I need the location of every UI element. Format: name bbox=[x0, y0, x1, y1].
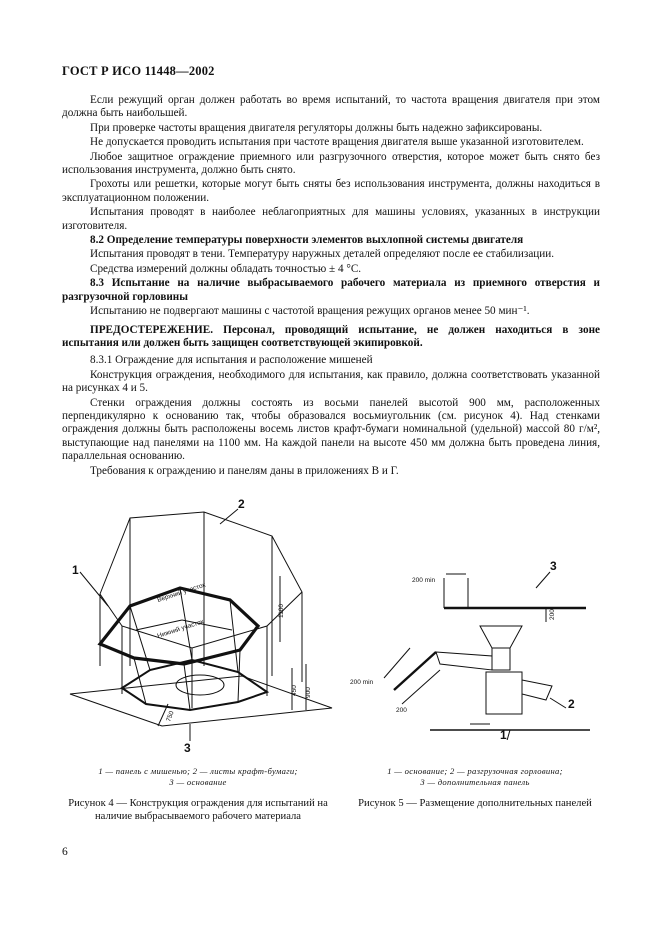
callout-1: 1 bbox=[500, 728, 507, 740]
figure-5-caption: Рисунок 5 — Размещение дополнительных панелей bbox=[358, 798, 592, 809]
dimension-750: 750 bbox=[165, 710, 176, 723]
document-body bbox=[62, 94, 600, 479]
legend-line: 3 — дополнительная панель bbox=[420, 777, 530, 787]
discharge-spout bbox=[522, 680, 552, 700]
paragraph: Грохоты или решетки, которые могут быть сняты без использования инструмента, должны находиться в эксплуатационном положении. bbox=[62, 178, 600, 204]
callout-1: 1 bbox=[72, 563, 79, 577]
paragraph: Стенки ограждения должны состоять из восьми панелей высотой 900 мм, расположенных перпендикулярно к основанию так, чтобы образовался восьмиугольник (см. рисунок 4). Над стенками ограждения должны быть расположены восемь листов крафт-бумаги номинальной (удельной) массой 80 г/м², выступающие над панелями на 1100 мм. На каждой панели на высоте 450 мм должна быть проведена линия, параллельная основанию. bbox=[62, 396, 600, 463]
dimension-200-right: 200 bbox=[549, 609, 556, 620]
figure-4-enclosure-drawing bbox=[62, 496, 334, 762]
warning-paragraph: ПРЕДОСТЕРЕЖЕНИЕ. Персонал, проводящий испытание, не должен находиться в зоне испытания или должен быть защищен соответствующей экипировкой. bbox=[62, 323, 600, 349]
paragraph: При проверке частоты вращения двигателя регуляторы должны быть надежно зафиксированы. bbox=[90, 121, 543, 134]
document-header: ГОСТ Р ИСО 11448—2002 bbox=[62, 64, 215, 78]
paragraph: Любое защитное ограждение приемного или разгрузочного отверстия, которое может быть снято без использования инструмента, должно быть снято. bbox=[62, 150, 600, 177]
page-number: 6 bbox=[62, 846, 68, 858]
paragraph: Испытанию не подвергают машины с частотой вращения режущих органов менее 50 мин⁻¹. bbox=[90, 305, 530, 318]
figure-5-panels-drawing bbox=[340, 560, 610, 740]
legend-line: 3 — основание bbox=[169, 777, 227, 787]
central-opening bbox=[176, 675, 224, 695]
callout-3: 3 bbox=[184, 741, 191, 755]
paragraph: Конструкция ограждения, необходимого для испытания, как правило, должна соответствовать указанной на рисунках 4 и 5. bbox=[62, 368, 600, 395]
section-heading-8-2: 8.2 Определение температуры поверхности элементов выхлопной системы двигателя bbox=[90, 234, 524, 247]
dimension-200-bottom: 200 bbox=[396, 707, 407, 714]
paragraph: Испытания проводят в тени. Температуру наружных деталей определяют после ее стабилизации. bbox=[90, 248, 555, 261]
paragraph: Не допускается проводить испытания при частоте вращения двигателя выше указанной изготовителем. bbox=[90, 136, 584, 149]
figure-4-caption: Рисунок 4 — Конструкция ограждения для испытаний на наличие выбрасываемого рабочего материала bbox=[68, 798, 328, 822]
dimension-200min-left: 200 min bbox=[350, 679, 374, 686]
panel-base-ring bbox=[122, 660, 267, 710]
section-heading-8-3-1: 8.3.1 Ограждение для испытания и расположение мишеней bbox=[90, 354, 373, 367]
paragraph: Испытания проводят в наиболее неблагоприятных для машины условиях, указанных в инструкции изготовителя. bbox=[62, 206, 600, 232]
upper-zone-label: Верхний участок bbox=[156, 581, 207, 604]
paragraph: Если режущий орган должен работать во время испытаний, то частота вращения двигателя при этом должна быть наибольшей. bbox=[62, 94, 600, 120]
callout-3: 3 bbox=[550, 560, 557, 573]
lower-zone-label: Нижний участок bbox=[156, 618, 205, 640]
paragraph: Требования к ограждению и панелям даны в приложениях В и Г. bbox=[90, 464, 399, 477]
dimension-450: 450 bbox=[291, 685, 298, 696]
figure-5-legend bbox=[340, 766, 610, 788]
discharge-housing bbox=[486, 672, 522, 714]
section-heading-8-3: 8.3 Испытание на наличие выбрасываемого рабочего материала из приемного отверстия и разгрузочной горловины bbox=[62, 277, 600, 303]
base-plate bbox=[70, 676, 332, 726]
legend-line: 1 — панель с мишенью; 2 — листы крафт-бумаги; bbox=[98, 766, 298, 776]
figure-4-legend bbox=[62, 766, 334, 788]
paragraph: Средства измерений должны обладать точностью ± 4 °С. bbox=[90, 262, 362, 275]
intake-hopper bbox=[480, 626, 522, 648]
dimension-1100: 1100 bbox=[278, 604, 285, 618]
callout-2: 2 bbox=[238, 497, 245, 511]
callout-2: 2 bbox=[568, 697, 575, 711]
dimension-200min-top: 200 min bbox=[412, 577, 436, 584]
legend-line: 1 — основание; 2 — разгрузочная горловина; bbox=[387, 766, 563, 776]
dimension-900: 900 bbox=[305, 687, 312, 698]
